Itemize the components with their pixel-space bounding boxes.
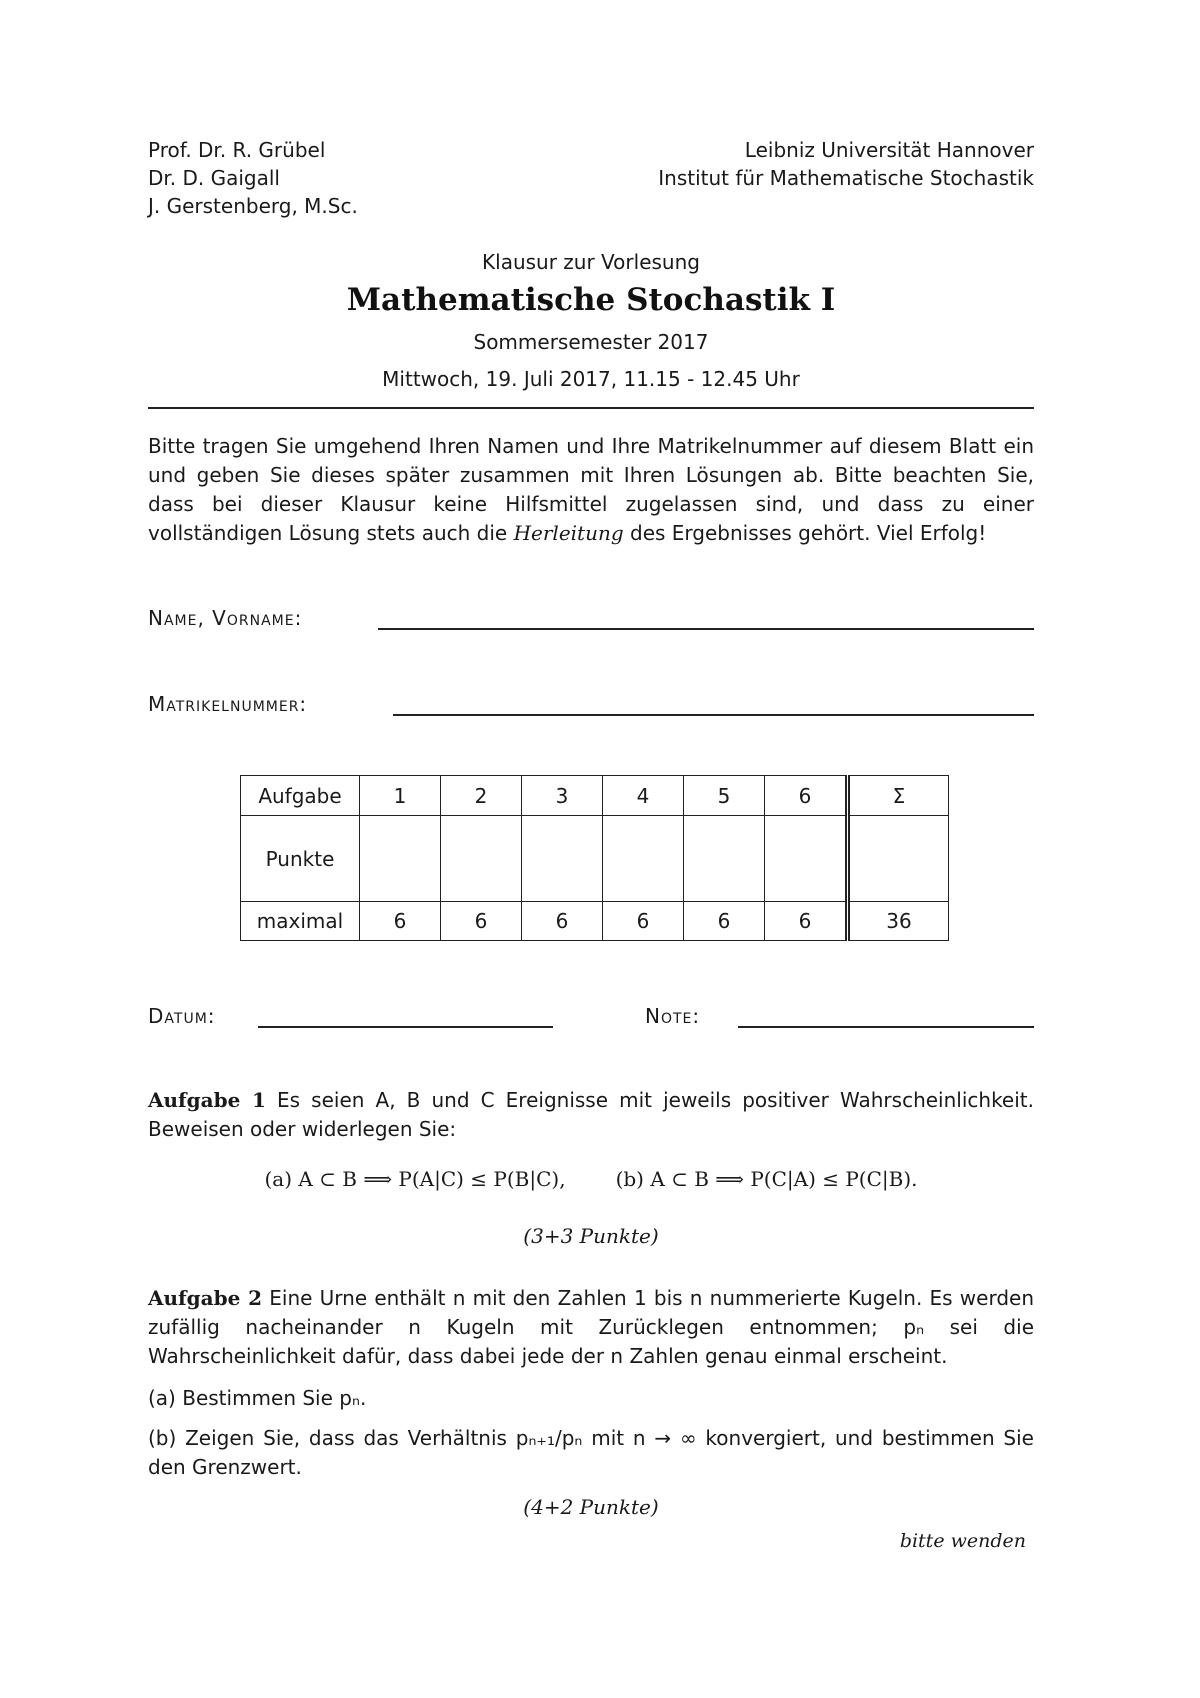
task-2-points: (4+2 Punkte) xyxy=(523,1495,659,1519)
task-2-text: Eine Urne enthält n mit den Zahlen 1 bis n nummerierte Kugeln. Es werden zufällig nacheinander n Kugeln mit Zurücklegen entnommen; pₙ sei die Wahrscheinlichkeit dafür, dass dabei jede der n Zahlen genau einmal erscheint. xyxy=(148,1286,1034,1368)
task-number: 1 xyxy=(360,776,441,816)
instructions-text-end: des Ergebnisses gehört. Viel Erfolg! xyxy=(623,521,987,545)
institution-block xyxy=(658,136,1034,192)
task-2-label: Aufgabe 2 xyxy=(148,1286,263,1310)
table-row xyxy=(241,776,949,816)
examiners-block xyxy=(148,136,358,220)
max-points: 6 xyxy=(360,902,441,941)
note-label: Note: xyxy=(645,1004,701,1028)
datum-write-line[interactable] xyxy=(258,1026,553,1028)
score-table xyxy=(240,775,949,941)
datum-note-fields xyxy=(148,1004,1034,1034)
task-1-text: Es seien A, B und C Ereignisse mit jeweils positiver Wahrscheinlichkeit. Beweisen oder widerlegen Sie: xyxy=(148,1088,1034,1141)
sum-symbol: Σ xyxy=(848,776,949,816)
points-cell[interactable] xyxy=(441,816,522,902)
datum-label: Datum: xyxy=(148,1004,216,1028)
table-row xyxy=(241,816,949,902)
points-cell[interactable] xyxy=(603,816,684,902)
task-2-part-b: (b) Zeigen Sie, dass das Verhältnis pₙ₊₁/pₙ mit n → ∞ konvergiert, und bestimmen Sie den Grenzwert. xyxy=(148,1426,1034,1479)
name-field xyxy=(148,606,1034,636)
instructions-emphasis: Herleitung xyxy=(513,521,624,545)
exam-subtitle: Klausur zur Vorlesung xyxy=(482,250,700,274)
matrikel-write-line[interactable] xyxy=(393,714,1034,716)
points-cell[interactable] xyxy=(360,816,441,902)
row-label-maximal: maximal xyxy=(241,902,360,941)
task-2 xyxy=(148,1284,1034,1371)
instructions-text: Bitte tragen Sie umgehend Ihren Namen und Ihre Matrikelnummer auf diesem Blatt ein und geben Sie dieses später zusammen mit Ihren Lösungen ab. Bitte beachten Sie, dass bei dieser Klausur keine Hilfsmittel zugelassen sind, und dass zu einer vollständigen Lösung stets auch die xyxy=(148,434,1034,545)
task-number: 5 xyxy=(684,776,765,816)
examiner-name: Dr. D. Gaigall xyxy=(148,166,280,190)
row-label-aufgabe: Aufgabe xyxy=(241,776,360,816)
task-number: 6 xyxy=(765,776,848,816)
points-cell[interactable] xyxy=(765,816,848,902)
header-divider xyxy=(148,407,1034,409)
max-points: 6 xyxy=(765,902,848,941)
institute-name: Institut für Mathematische Stochastik xyxy=(658,166,1034,190)
note-write-line[interactable] xyxy=(738,1026,1034,1028)
exam-semester: Sommersemester 2017 xyxy=(473,330,709,354)
table-row xyxy=(241,902,949,941)
task-1 xyxy=(148,1086,1034,1144)
points-cell[interactable] xyxy=(522,816,603,902)
points-total-cell[interactable] xyxy=(848,816,949,902)
max-total: 36 xyxy=(848,902,949,941)
max-points: 6 xyxy=(684,902,765,941)
exam-date: Mittwoch, 19. Juli 2017, 11.15 - 12.45 Uhr xyxy=(382,367,800,391)
max-points: 6 xyxy=(441,902,522,941)
name-write-line[interactable] xyxy=(378,628,1034,630)
turn-over-note: bitte wenden xyxy=(899,1530,1026,1552)
examiner-name: J. Gerstenberg, M.Sc. xyxy=(148,194,358,218)
task-1-formula-a: (a) A ⊂ B ⟹ P(A|C) ≤ P(B|C), xyxy=(264,1167,566,1191)
task-1-formula-b: (b) A ⊂ B ⟹ P(C|A) ≤ P(C|B). xyxy=(615,1167,918,1191)
matrikel-label: Matrikelnummer: xyxy=(148,692,308,716)
task-1-points: (3+3 Punkte) xyxy=(523,1224,659,1248)
matrikel-field xyxy=(148,692,1034,722)
exam-title: Mathematische Stochastik I xyxy=(346,282,836,318)
university-name: Leibniz Universität Hannover xyxy=(744,138,1034,162)
row-label-punkte: Punkte xyxy=(241,816,360,902)
points-cell[interactable] xyxy=(684,816,765,902)
max-points: 6 xyxy=(603,902,684,941)
task-1-formulas xyxy=(148,1167,1034,1191)
task-number: 2 xyxy=(441,776,522,816)
task-number: 3 xyxy=(522,776,603,816)
exam-page xyxy=(148,0,1034,1698)
max-points: 6 xyxy=(522,902,603,941)
instructions-paragraph xyxy=(148,432,1034,548)
examiner-name: Prof. Dr. R. Grübel xyxy=(148,138,326,162)
task-number: 4 xyxy=(603,776,684,816)
task-1-label: Aufgabe 1 xyxy=(148,1088,266,1112)
name-label: Name, Vorname: xyxy=(148,606,303,630)
task-2-part-a: (a) Bestimmen Sie pₙ. xyxy=(148,1386,367,1410)
